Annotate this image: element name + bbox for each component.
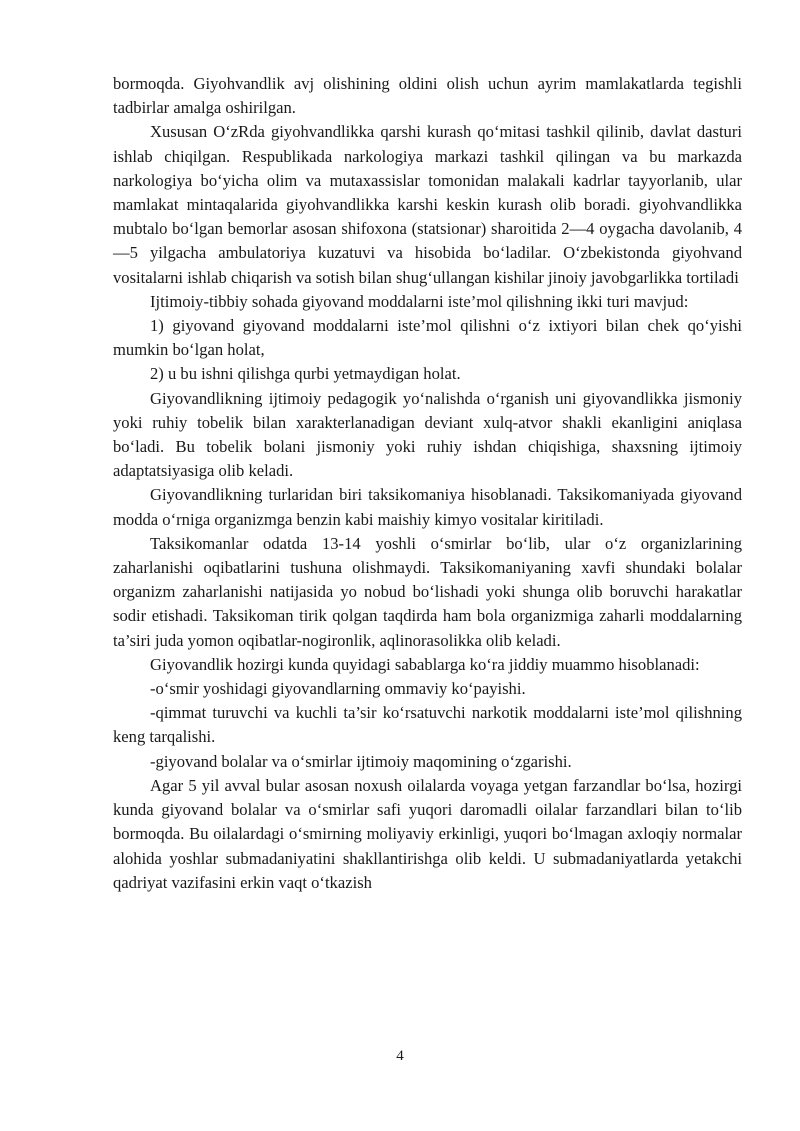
- document-body: [113, 72, 742, 895]
- paragraph: Taksikomanlar odatda 13-14 yoshli o‘smirlar bo‘lib, ular o‘z organizlarining zaharlanishi oqibatlarini tushuna olishmaydi. Taksikomaniyaning xavfi shundaki bolalar organizm zaharlanishi natijasida yo nobud bo‘lishadi yoki shunga olib boruvchi harakatlar sodir etishadi. Taksikoman tirik qolgan taqdirda ham bola organizmiga zaharli moddalarning ta’siri juda yomon oqibatlar-nogironlik, aqlinorasolikka olib keladi.: [113, 533, 742, 650]
- paragraph: Giyovandlikning turlaridan biri taksikomaniya hisoblanadi. Taksikomaniyada giyovand modda o‘rniga organizmga benzin kabi maishiy kimyo vositalar kiritiladi.: [113, 485, 742, 529]
- paragraph: Giyovandlik hozirgi kunda quyidagi sabablarga ko‘ra jiddiy muammo hisoblanadi:: [150, 654, 700, 674]
- page-number: 4: [396, 1048, 404, 1064]
- paragraph: Ijtimoiy-tibbiy sohada giyovand moddalarni iste’mol qilishning ikki turi mavjud:: [150, 291, 689, 311]
- list-item: 1) giyovand giyovand moddalarni iste’mol qilishni o‘z ixtiyori bilan chek qo‘yishi mumkin bo‘lgan holat,: [113, 316, 742, 360]
- list-item: 2) u bu ishni qilishga qurbi yetmaydigan holat.: [150, 364, 461, 384]
- paragraph: Agar 5 yil avval bular asosan noxush oilalarda voyaga yetgan farzandlar bo‘lsa, hozirgi kunda giyovand bolalar va o‘smirlar safi yuqori daromadli oilalar farzandlari bilan to‘lib bormoqda. Bu oilalardagi o‘smirning moliyaviy erkinligi, yuqori bo‘lmagan axloqiy normalar alohida yoshlar submadaniyatini shakllantirishga olib keldi. U submadaniyatlarda yetakchi qadriyat vazifasini erkin vaqt o‘tkazish: [113, 775, 742, 892]
- paragraph: Giyovandlikning ijtimoiy pedagogik yo‘nalishda o‘rganish uni giyovandlikka jismoniy yoki ruhiy tobelik bilan xarakterlanadigan deviant xulq-atvor shakli ekanligini aniqlasa bo‘ladi. Bu tobelik bolani jismoniy yoki ruhiy ishdan chiqishiga, shaxsning ijtimoiy adaptatsiyasiga olib keladi.: [113, 388, 742, 481]
- list-item: -o‘smir yoshidagi giyovandlarning ommaviy ko‘payishi.: [150, 679, 526, 699]
- list-item: -qimmat turuvchi va kuchli ta’sir ko‘rsatuvchi narkotik moddalarni iste’mol qilishning keng tarqalishi.: [113, 703, 742, 747]
- paragraph: Xususan O‘zRda giyohvandlikka qarshi kurash qo‘mitasi tashkil qilinib, davlat dasturi ishlab chiqilgan. Respublikada narkologiya markazi tashkil qilingan va bu markazda narkologiya bo‘yicha olim va mutaxassislar tomonidan malakali kadrlar tayyorlanib, ular mamlakat mintaqalarida giyohvandlikka karshi keskin kurash olib boradi. giyohvandlikka mubtalo bo‘lgan bemorlar asosan shifoxona (statsionar) sharoitida 2—4 oygacha davolanib, 4—5 yilgacha ambulatoriya kuzatuvi va hisobida bo‘ladilar. O‘zbekistonda giyohvand vositalarni ishlab chiqarish va sotish bilan shug‘ullangan kishilar jinoiy javobgarlikka tortiladi: [113, 122, 742, 287]
- paragraph: bormoqda. Giyohvandlik avj olishining oldini olish uchun ayrim mamlakatlarda tegishli tadbirlar amalga oshirilgan.: [113, 74, 742, 118]
- list-item: -giyovand bolalar va o‘smirlar ijtimoiy maqomining o‘zgarishi.: [150, 751, 572, 771]
